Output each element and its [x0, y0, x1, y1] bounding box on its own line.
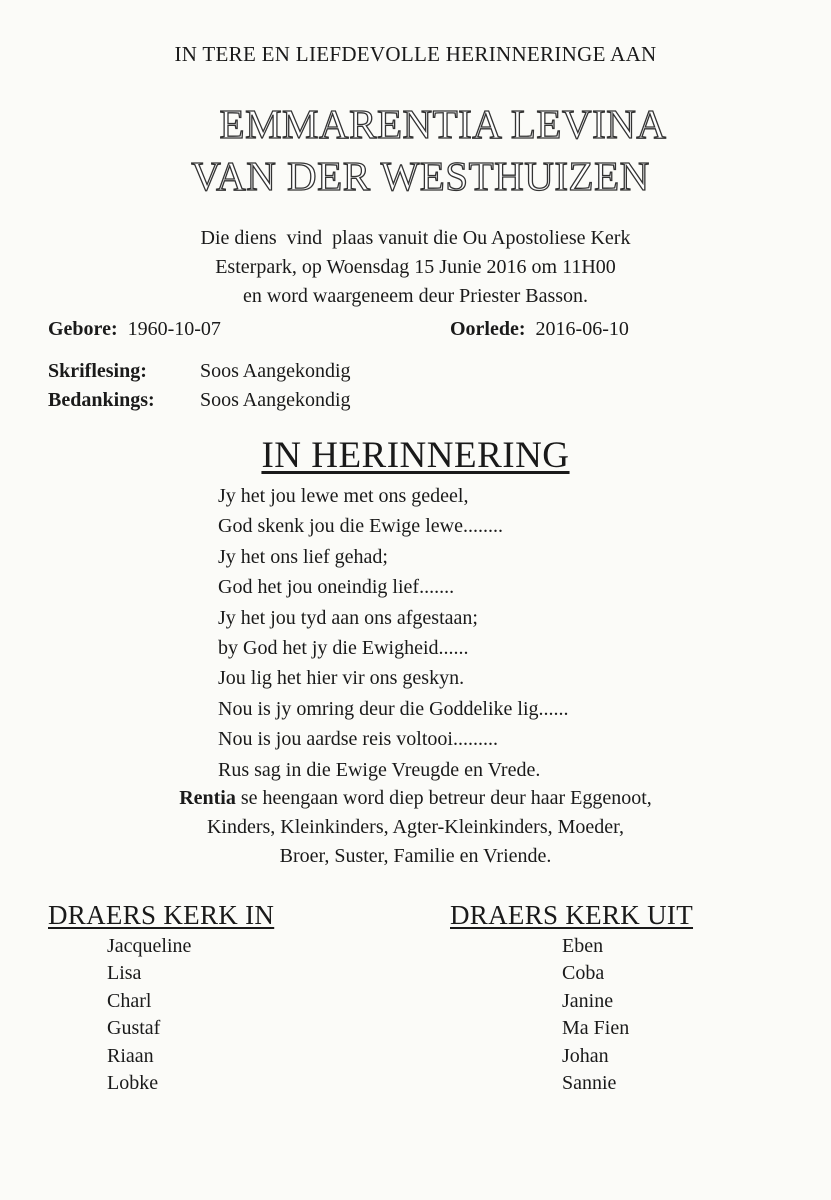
bearer-name: Sannie: [562, 1072, 617, 1095]
poem-line: Rus sag in die Ewige Vreugde en Vrede.: [218, 758, 541, 781]
poem-line: God het jou oneindig lief.......: [218, 576, 455, 599]
bearer-name: Lobke: [107, 1072, 159, 1095]
poem-line: Jou lig het hier vir ons geskyn.: [218, 667, 465, 690]
died-label: Oorlede:: [450, 318, 526, 340]
reading-row: [48, 357, 351, 386]
reading-value: Soos Aangekondig: [200, 360, 351, 382]
tribute-line: Broer, Suster, Familie en Vriende.: [279, 845, 552, 867]
born-label: Gebore:: [48, 318, 118, 340]
bearer-name: Charl: [107, 989, 152, 1012]
tribute-line: Kinders, Kleinkinders, Agter-Kleinkinders, Moeder,: [206, 816, 625, 838]
reading-value: Soos Aangekondig: [200, 389, 351, 411]
bearer-name: Riaan: [107, 1044, 154, 1067]
tribute: [0, 784, 831, 871]
heading: IN TERE EN LIEFDEVOLLE HERINNERINGE AAN: [174, 42, 657, 66]
poem-line: Jy het ons lief gehad;: [218, 545, 388, 568]
service-readings: [48, 357, 351, 415]
poem-line: God skenk jou die Ewige lewe........: [218, 515, 503, 538]
born-date: [48, 318, 221, 341]
died-date: [450, 318, 629, 341]
bearers-in-list: [107, 933, 191, 1097]
poem-line: by God het jy die Ewigheid......: [218, 637, 469, 660]
tribute-name: Rentia: [179, 787, 236, 809]
born-value: 1960-10-07: [127, 318, 221, 340]
reading-row: [48, 386, 351, 415]
bearer-name: Johan: [562, 1044, 609, 1067]
bearers-out-list: [562, 933, 629, 1097]
service-line: en word waargeneem deur Priester Basson.: [242, 285, 589, 307]
tribute-text: se heengaan word diep betreur deur haar Eggenoot,: [235, 787, 652, 809]
poem-line: Jy het jou tyd aan ons afgestaan;: [218, 606, 478, 629]
bearer-name: Jacqueline: [107, 935, 192, 957]
bearer-name: Coba: [562, 962, 605, 985]
reading-label: Skriflesing:: [48, 360, 147, 382]
service-line: Die diens vind plaas vanuit die Ou Apostoliese Kerk: [200, 227, 631, 249]
deceased-name-line1: EMMARENTIA LEVINA: [219, 101, 667, 147]
poem-line: Nou is jou aardse reis voltooi.........: [218, 728, 498, 751]
bearer-name: Ma Fien: [562, 1017, 630, 1040]
bearers-in-title: DRAERS KERK IN: [48, 900, 275, 930]
died-value: 2016-06-10: [535, 318, 629, 340]
bearer-name: Gustaf: [107, 1017, 161, 1040]
poem-line: Jy het jou lewe met ons gedeel,: [218, 485, 469, 507]
deceased-name-line2: VAN DER WESTHUIZEN: [191, 153, 650, 199]
memorial-poem: [218, 481, 569, 785]
bearer-name: Janine: [562, 989, 614, 1012]
tribute-line: [0, 784, 831, 813]
memorial-title: IN HERINNERING: [261, 435, 570, 476]
service-details: [0, 224, 831, 311]
reading-label: Bedankings:: [48, 389, 155, 411]
poem-line: Nou is jy omring deur die Goddelike lig......: [218, 697, 569, 720]
bearers-out-title: DRAERS KERK UIT: [450, 900, 694, 930]
service-line: Esterpark, op Woensdag 15 Junie 2016 om 11H00: [215, 256, 616, 278]
bearer-name: Lisa: [107, 962, 142, 985]
bearer-name: Eben: [562, 935, 604, 957]
